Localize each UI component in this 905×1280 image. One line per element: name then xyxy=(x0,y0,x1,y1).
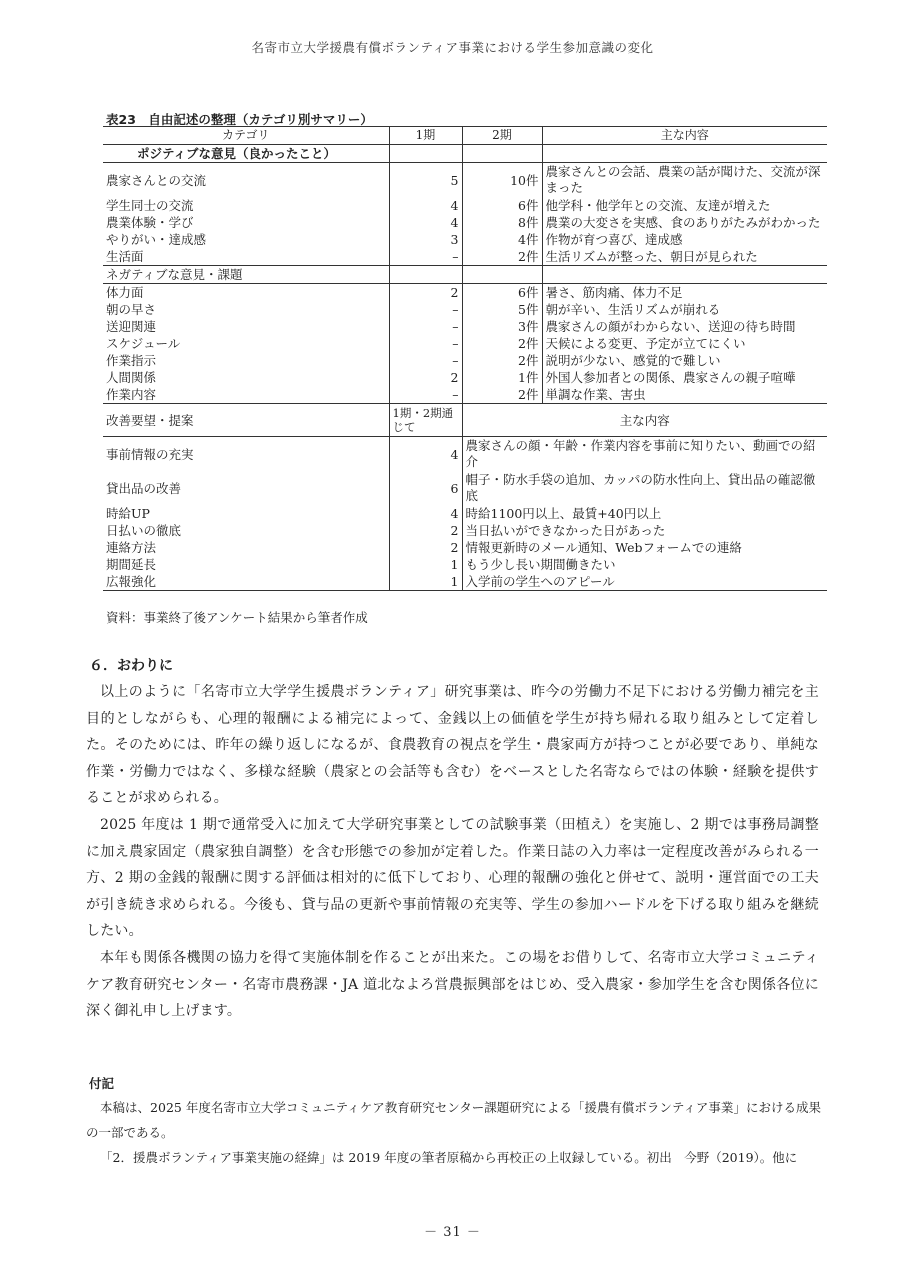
category-cell: 日払いの徹底 xyxy=(103,522,389,539)
table-row xyxy=(103,214,827,231)
period1-cell: 4 xyxy=(389,214,462,231)
period2-cell: 2件 xyxy=(462,352,542,369)
empty-cell xyxy=(389,266,462,284)
content-cell: もう少し長い期間働きたい xyxy=(465,557,616,572)
category-cell: 生活面 xyxy=(103,248,389,266)
table-row xyxy=(103,318,827,335)
header-period1: 1期 xyxy=(389,127,462,145)
period1-cell: 5 xyxy=(389,163,462,198)
content-cell: 外国人参加者との関係、農家さんの親子喧嘩 xyxy=(545,370,796,385)
period2-cell: 3件 xyxy=(462,318,542,335)
category-cell: 期間延長 xyxy=(103,556,389,573)
category-cell: 作業内容 xyxy=(103,386,389,404)
improve-period-header: 1期・2期通じて xyxy=(389,404,462,437)
period2-cell: 5件 xyxy=(462,301,542,318)
period2-cell: 6件 xyxy=(462,197,542,214)
count-cell: 1 xyxy=(389,556,462,573)
period1-cell: 3 xyxy=(389,231,462,248)
category-cell: スケジュール xyxy=(103,335,389,352)
content-cell: 帽子・防水手袋の追加、カッパの防水性向上、貸出品の確認徹底 xyxy=(465,472,816,503)
period2-cell: 2件 xyxy=(462,248,542,266)
count-cell: 4 xyxy=(389,437,462,472)
section-label-negative: ネガティブな意見・課題 xyxy=(103,266,389,284)
paragraph: 本年も関係各機関の協力を得て実施体制を作ることが出来た。この場をお借りして、名寄市立大学コミュニティケア教育研究センター・名寄市農務課・JA 道北なよろ営農振興部をはじめ、受入農家・参加学生を含む関係各位に深く御礼申し上げます。 xyxy=(86,949,819,1020)
note-paragraph: 本稿は、2025 年度名寄市立大学コミュニティケア教育研究センター課題研究による「援農有償ボランティア事業」における成果の一部である。 xyxy=(86,1100,821,1140)
content-cell: 時給1100円以上、最賃+40円以上 xyxy=(465,506,662,521)
category-cell: 貸出品の改善 xyxy=(103,471,389,505)
paragraph: 以上のように「名寄市立大学学生援農ボランティア」研究事業は、昨今の労働力不足下における労働力補完を主目的としながらも、心理的報酬による補完によって、金銭以上の価値を学生が持ち帰れる取り組みとして定着した。そのためには、昨年の繰り返しになるが、食農教育の視点を学生・農家両方が持つことが必要であり、単純な作業・労働力ではなく、多様な経験（農家との会話等も含む）をベースとした名寄ならではの体験・経験を提供することが求められる。 xyxy=(86,684,819,807)
section-heading: ６．おわりに xyxy=(89,658,173,674)
period2-cell: 2件 xyxy=(462,386,542,404)
period1-cell: – xyxy=(389,352,462,369)
period2-cell: 6件 xyxy=(462,284,542,302)
category-cell: 時給UP xyxy=(103,505,389,522)
period1-cell: 2 xyxy=(389,369,462,386)
content-cell: 当日払いができなかった日があった xyxy=(465,523,666,538)
table-header-row xyxy=(103,127,827,145)
category-cell: 学生同士の交流 xyxy=(103,197,389,214)
content-cell: 農業の大変さを実感、食のありがたみがわかった xyxy=(545,215,821,230)
category-cell: 体力面 xyxy=(103,284,389,302)
period1-cell: – xyxy=(389,248,462,266)
section-row-positive xyxy=(103,145,827,163)
category-cell: 人間関係 xyxy=(103,369,389,386)
table-row xyxy=(103,539,827,556)
count-cell: 1 xyxy=(389,573,462,591)
period1-cell: – xyxy=(389,318,462,335)
table-row xyxy=(103,197,827,214)
table-row xyxy=(103,284,827,302)
table-row xyxy=(103,301,827,318)
category-cell: 農業体験・学び xyxy=(103,214,389,231)
category-cell: 朝の早さ xyxy=(103,301,389,318)
table-source-note: 資料：事業終了後アンケート結果から筆者作成 xyxy=(106,610,368,625)
header-period2: 2期 xyxy=(462,127,542,145)
table-row xyxy=(103,573,827,591)
period1-cell: – xyxy=(389,386,462,404)
header-content: 主な内容 xyxy=(542,127,827,145)
table-row xyxy=(103,522,827,539)
category-cell: やりがい・達成感 xyxy=(103,231,389,248)
header-category: カテゴリ xyxy=(103,127,389,145)
section-label-positive: ポジティブな意見（良かったこと） xyxy=(103,145,389,163)
table-row xyxy=(103,163,827,198)
running-header: 名寄市立大学援農有償ボランティア事業における学生参加意識の変化 xyxy=(251,40,654,55)
table-row xyxy=(103,352,827,369)
content-cell: 農家さんの顔・年齢・作業内容を事前に知りたい、動画での紹介 xyxy=(465,438,816,469)
section-label-improve: 改善要望・提案 xyxy=(103,404,389,437)
table-caption: 表23 自由記述の整理（カテゴリ別サマリー） xyxy=(106,112,373,127)
content-cell: 他学科・他学年との交流、友達が増えた xyxy=(545,198,771,213)
content-cell: 生活リズムが整った、朝日が見られた xyxy=(545,249,758,264)
category-cell: 農家さんとの交流 xyxy=(103,163,389,198)
table-row xyxy=(103,505,827,522)
period1-cell: – xyxy=(389,301,462,318)
content-cell: 作物が育つ喜び、達成感 xyxy=(545,232,683,247)
category-cell: 作業指示 xyxy=(103,352,389,369)
content-cell: 説明が少ない、感覚的で難しい xyxy=(545,353,721,368)
content-cell: 暑さ、筋肉痛、体力不足 xyxy=(545,285,683,300)
improve-content-header: 主な内容 xyxy=(462,404,827,437)
period2-cell: 4件 xyxy=(462,231,542,248)
category-cell: 送迎関連 xyxy=(103,318,389,335)
table-row xyxy=(103,248,827,266)
content-cell: 情報更新時のメール通知、Webフォームでの連絡 xyxy=(465,540,742,555)
empty-cell xyxy=(542,266,827,284)
period2-cell: 8件 xyxy=(462,214,542,231)
category-cell: 連絡方法 xyxy=(103,539,389,556)
count-cell: 2 xyxy=(389,522,462,539)
table-row xyxy=(103,369,827,386)
table-row xyxy=(103,386,827,404)
category-cell: 広報強化 xyxy=(103,573,389,591)
count-cell: 4 xyxy=(389,505,462,522)
summary-table xyxy=(103,126,827,591)
content-cell: 農家さんとの会話、農業の話が聞けた、交流が深まった xyxy=(545,164,821,195)
notes-heading: 付記 xyxy=(89,1076,115,1091)
table-body xyxy=(103,145,827,591)
empty-cell xyxy=(462,266,542,284)
table-row xyxy=(103,335,827,352)
period1-cell: 2 xyxy=(389,284,462,302)
period2-cell: 10件 xyxy=(462,163,542,198)
note-paragraph: 「2．援農ボランティア事業実施の経緯」は 2019 年度の筆者原稿から再校正の上収録している。初出 今野（2019）。他に xyxy=(100,1150,798,1165)
content-cell: 単調な作業、害虫 xyxy=(545,387,646,402)
table-row xyxy=(103,471,827,505)
page-number: － 31 － xyxy=(424,1225,481,1240)
improve-header-row xyxy=(103,404,827,437)
section-row-negative xyxy=(103,266,827,284)
content-cell: 入学前の学生へのアピール xyxy=(462,573,827,591)
table-row xyxy=(103,231,827,248)
content-cell: 朝が辛い、生活リズムが崩れる xyxy=(545,302,721,317)
paragraph: 2025 年度は 1 期で通常受入に加えて大学研究事業としての試験事業（田植え）を実施し、2 期では事務局調整に加え農家固定（農家独自調整）を含む形態での参加が定着した。作業日誌の入力率は一定程度改善がみられる一方、2 期の金銭的報酬に関する評価は相対的に低下しており、心理的報酬の強化と併せて、説明・運営面での工夫が引き続き求められる。今後も、貸与品の更新や事前情報の充実等、学生の参加ハードルを下げる取り組みを継続したい。 xyxy=(86,816,819,940)
period2-cell: 1件 xyxy=(462,369,542,386)
content-cell: 農家さんの顔がわからない、送迎の待ち時間 xyxy=(545,319,796,334)
table-row xyxy=(103,437,827,472)
count-cell: 6 xyxy=(389,471,462,505)
period1-cell: – xyxy=(389,335,462,352)
period2-cell: 2件 xyxy=(462,335,542,352)
content-cell: 天候による変更、予定が立てにくい xyxy=(545,336,746,351)
category-cell: 事前情報の充実 xyxy=(103,437,389,472)
section-body xyxy=(86,679,819,1025)
period1-cell: 4 xyxy=(389,197,462,214)
notes-body xyxy=(86,1095,821,1170)
count-cell: 2 xyxy=(389,539,462,556)
table-row xyxy=(103,556,827,573)
